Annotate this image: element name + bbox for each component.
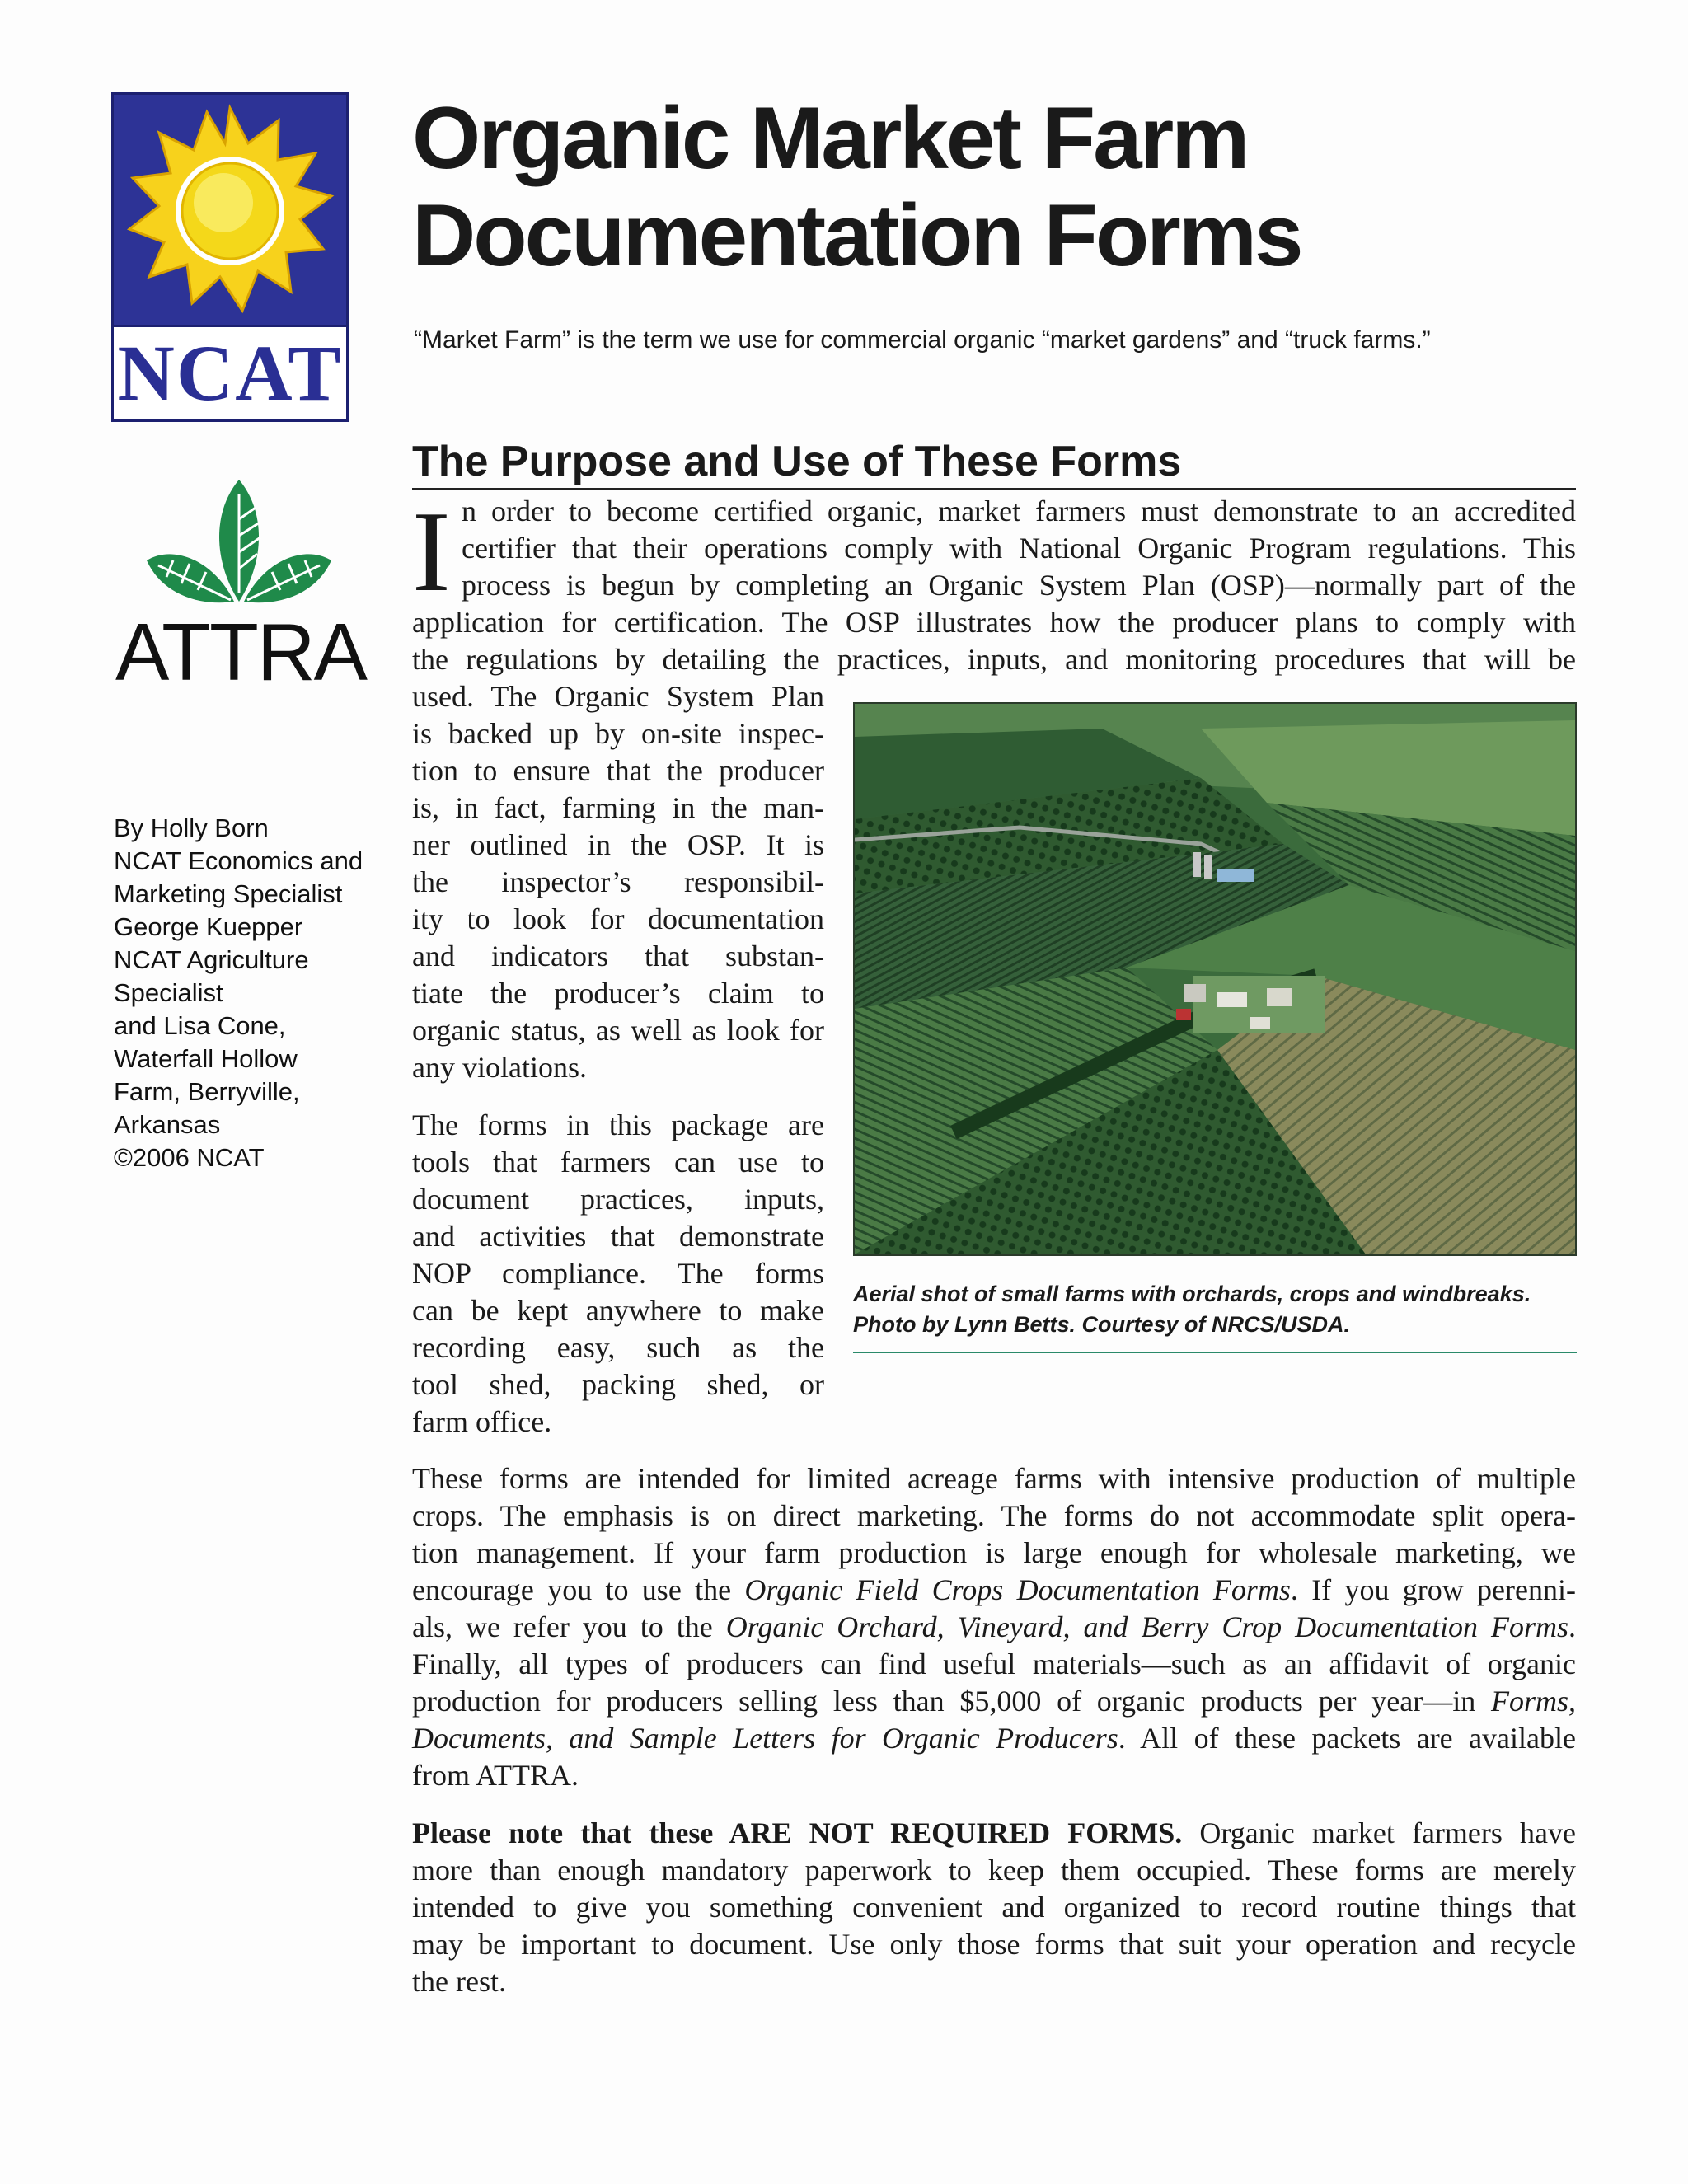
intro-paragraph	[462, 493, 1576, 604]
text-line: tool shed, packing shed, or	[412, 1368, 824, 1401]
text-line: encourage you to use the Organic Field Crops Documentation Forms. If you grow perenni-	[412, 1573, 1576, 1606]
publication-title: Organic Field Crops Documentation Forms	[744, 1573, 1291, 1606]
sun-icon	[114, 95, 346, 330]
text-line: certifier that their operations comply with National Organic Program regulations. This	[462, 532, 1576, 565]
text-line: document practices, inputs,	[412, 1183, 824, 1216]
text-line: tools that farmers can use to	[412, 1146, 824, 1179]
section-heading: The Purpose and Use of These Forms	[412, 435, 1576, 490]
text-line: These forms are intended for limited acreage farms with intensive production of multiple	[412, 1462, 1576, 1495]
subtitle: “Market Farm” is the term we use for commercial organic “market gardens” and “truck farms.”	[414, 326, 1431, 354]
byline-line: George Kuepper	[114, 912, 303, 941]
text-line: and indicators that substan-	[412, 940, 824, 972]
text-line: more than enough mandatory paperwork to keep them occupied. These forms are merely	[412, 1854, 1576, 1886]
title-line: Organic Market Farm	[412, 88, 1248, 187]
ncat-logo-text: NCAT	[117, 329, 343, 417]
text-line: Documents, and Sample Letters for Organic Producers. All of these packets are available	[412, 1722, 1576, 1755]
byline-line: Farm, Berryville,	[114, 1077, 300, 1106]
narrow-paragraph	[412, 1107, 824, 1441]
text-line: is backed up by on-site inspec-	[412, 717, 824, 750]
text-line: from ATTRA.	[412, 1759, 579, 1792]
text-line: can be kept anywhere to make	[412, 1294, 824, 1327]
publication-title: Documents, and Sample Letters for Organic Producers	[412, 1722, 1118, 1755]
text-line: production for producers selling less than $5,000 of organic products per year—in Forms,	[412, 1685, 1576, 1718]
text-line: any violations.	[412, 1051, 587, 1084]
text-line: als, we refer you to the Organic Orchard, Vineyard, and Berry Crop Documentation Forms.	[412, 1610, 1577, 1643]
text-line: Finally, all types of producers can find useful materials—such as an affidavit of organic	[412, 1647, 1576, 1680]
byline-line: Waterfall Hollow	[114, 1044, 298, 1073]
text-line: intended to give you something convenient and organized to record routine things that	[412, 1891, 1576, 1924]
publication-title: Organic Orchard, Vineyard, and Berry Crop Documentation Forms	[725, 1610, 1569, 1643]
byline-line: NCAT Economics and	[114, 846, 363, 875]
byline-line: Specialist	[114, 978, 223, 1007]
text-line: recording easy, such as the	[412, 1331, 824, 1364]
caption-line: Photo by Lynn Betts. Courtesy of NRCS/USDA.	[853, 1312, 1351, 1337]
publication-title: Forms,	[1490, 1685, 1576, 1718]
text-line: Please note that these ARE NOT REQUIRED FORMS. Organic market farmers have	[412, 1816, 1576, 1849]
text-line: ity to look for documentation	[412, 902, 824, 935]
author-byline	[114, 812, 377, 1174]
text-line: NOP compliance. The forms	[412, 1257, 824, 1290]
intro-paragraph-continued	[412, 604, 1576, 678]
text-line: The forms in this package are	[412, 1108, 824, 1141]
text-line: may be important to document. Use only those forms that suit your operation and recycle	[412, 1928, 1576, 1961]
notice-paragraph	[412, 1815, 1576, 2000]
notice-bold: Please note that these ARE NOT REQUIRED FORMS.	[412, 1816, 1183, 1849]
text-line: the inspector’s responsibil-	[412, 865, 824, 898]
text-line: crops. The emphasis is on direct marketing. The forms do not accommodate split opera-	[412, 1499, 1576, 1532]
text-line: used. The Organic System Plan	[412, 680, 824, 713]
photo-caption	[853, 1279, 1577, 1353]
drop-cap: I	[412, 488, 451, 616]
leaf-icon	[115, 478, 363, 610]
body-paragraph	[412, 1460, 1576, 1794]
text-line: tion management. If your farm production is large enough for wholesale marketing, we	[412, 1536, 1576, 1569]
attra-logo-text: ATTRA	[115, 607, 366, 697]
text-line: is, in fact, farming in the man-	[412, 791, 824, 824]
ncat-logo	[111, 92, 349, 422]
text-line: n order to become certified organic, market farmers must demonstrate to an accredited	[462, 494, 1576, 527]
text-line: tiate the producer’s claim to	[412, 977, 824, 1010]
byline-line: NCAT Agriculture	[114, 945, 309, 974]
byline-line: ©2006 NCAT	[114, 1143, 265, 1172]
text-line: the regulations by detailing the practices, inputs, and monitoring procedures that will be	[412, 643, 1576, 676]
text-line: and activities that demonstrate	[412, 1220, 824, 1253]
page-title	[412, 89, 1599, 284]
caption-line: Aerial shot of small farms with orchards, crops and windbreaks.	[853, 1282, 1531, 1306]
narrow-paragraph	[412, 678, 824, 1086]
text-line: application for certification. The OSP illustrates how the producer plans to comply with	[412, 606, 1576, 639]
text-line: farm office.	[412, 1405, 552, 1438]
text-line: the rest.	[412, 1965, 506, 1998]
byline-line: and Lisa Cone,	[114, 1011, 286, 1040]
text-line: organic status, as well as look for	[412, 1014, 824, 1047]
text-line: tion to ensure that the producer	[412, 754, 824, 787]
byline-line: By Holly Born	[114, 813, 269, 842]
title-line: Documentation Forms	[412, 185, 1301, 284]
attra-logo	[115, 478, 366, 697]
aerial-farm-photo	[853, 702, 1577, 1256]
text-line: ner outlined in the OSP. It is	[412, 828, 824, 861]
byline-line: Arkansas	[114, 1110, 221, 1139]
text-line: process is begun by completing an Organic System Plan (OSP)—normally part of the	[462, 569, 1576, 602]
byline-line: Marketing Specialist	[114, 879, 343, 908]
